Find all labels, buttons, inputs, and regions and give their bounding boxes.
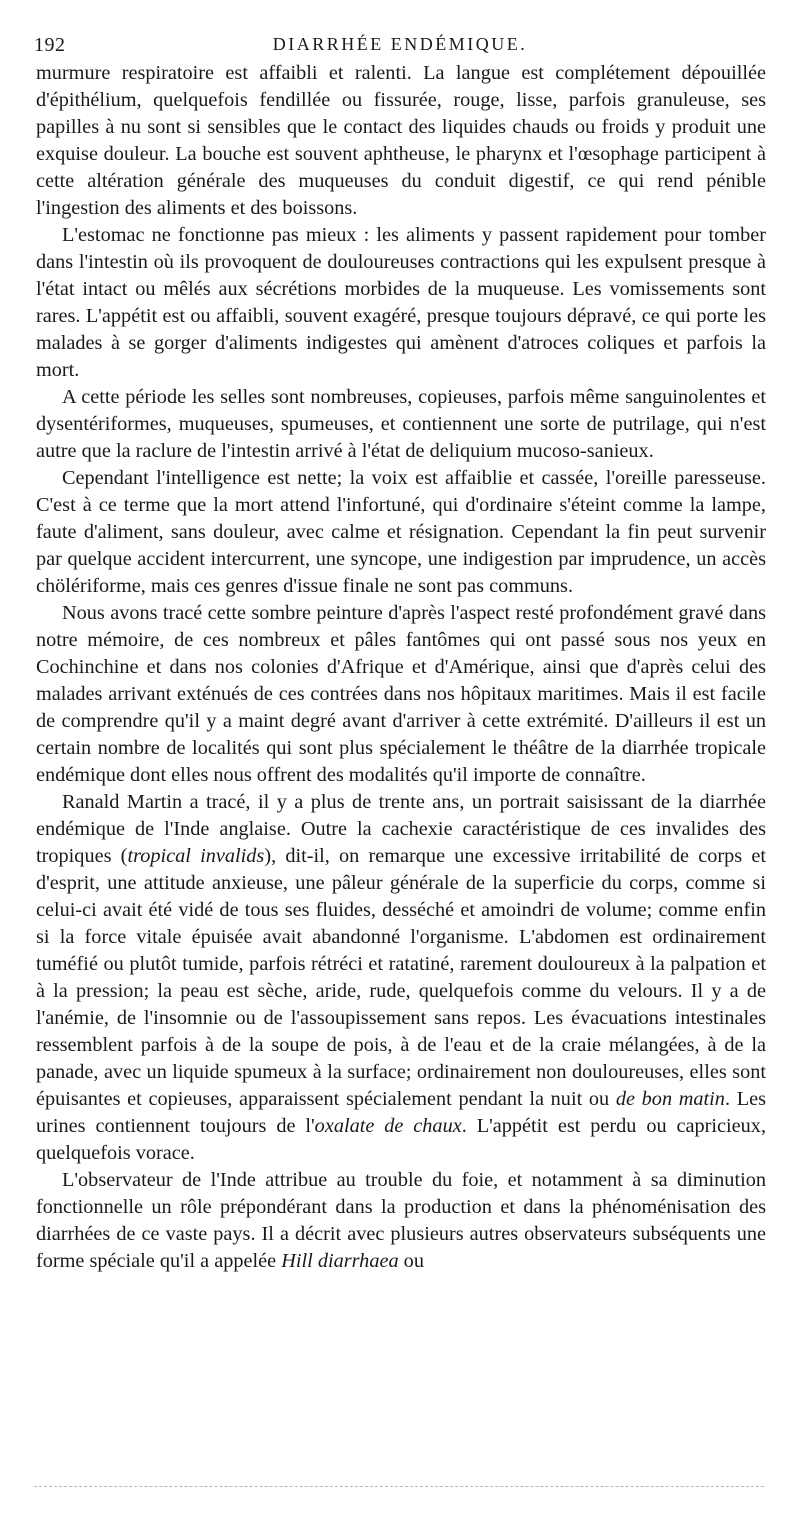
running-head: DIARRHÉE ENDÉMIQUE. [272, 34, 528, 54]
text-run: L'estomac ne fonctionne pas mieux : les aliments y passent rapidement pour tomber dans l'intestin où ils provoquent de douloureuses contractions qui les expulsent presque à l'état intact ou mêlés aux sécrétions morbides de la muqueuse. Les vomissements sont rares. L'appétit est ou affaibli, souvent exagéré, presque toujours dépravé, ce qui porte les malades à se gorger d'aliments indigestes qui amènent d'atroces coliques et parfois la mort. [36, 224, 766, 381]
paragraph [36, 465, 766, 600]
body-text [36, 60, 766, 1275]
italic-text: de bon matin [615, 1088, 725, 1110]
text-run: Cependant l'intelligence est nette; la voix est affaiblie et cassée, l'oreille paresseuse. C'est à ce terme que la mort attend l'infortuné, qui d'ordinaire s'éteint comme la lampe, faute d'aliment, sans douleur, avec calme et résignation. Cependant la fin peut survenir par quelque accident intercurrent, une syncope, une indigestion par imprudence, un accès chölériforme, mais ces genres d'issue finale ne sont pas communs. [36, 467, 766, 597]
italic-text: tropical invalids [127, 845, 265, 867]
paragraph [36, 222, 766, 384]
text-run: . L'appétit est perdu ou capricieux, quelquefois vorace. [36, 1115, 767, 1164]
paragraph [36, 60, 766, 222]
text-run: ou [398, 1250, 424, 1272]
page-header [34, 34, 766, 60]
paragraph [36, 384, 766, 465]
footer-dotted-rule [34, 1486, 764, 1487]
text-run: Ranald Martin a tracé, il y a plus de trente ans, un portrait saisissant de la diarrhée endémique de l'Inde anglaise. Outre la cachexie caractéristique de ces invalides des tropiques ( [36, 791, 766, 867]
text-run: Nous avons tracé cette sombre peinture d'après l'aspect resté profondément gravé dans notre mémoire, de ces nombreux et pâles fantômes qui ont passé sous nos yeux en Cochinchine et dans nos colonies d'Afrique et d'Amérique, ainsi que d'après celui des malades arrivant exténués de ces contrées dans nos hôpitaux maritimes. Mais il est facile de comprendre qu'il y a maint degré avant d'arriver à cette extrémité. D'ailleurs il est un certain nombre de localités qui sont plus spécialement le théâtre de la diarrhée tropicale endémique dont elles nous offrent des modalités qu'il importe de connaître. [36, 602, 766, 786]
text-run: A cette période les selles sont nombreuses, copieuses, parfois même sanguinolentes et dysentériformes, muqueuses, spumeuses, et contiennent une sorte de putrilage, qui n'est autre que la raclure de l'intestin arrivé à l'état de deliquium mucoso-sanieux. [36, 386, 766, 462]
text-run: L'observateur de l'Inde attribue au trouble du foie, et notamment à sa diminution fonctionnelle un rôle prépondérant dans la production et dans la phénoménisation des diarrhées de ce vaste pays. Il a décrit avec plusieurs autres observateurs subséquents une forme spéciale qu'il a appelée [36, 1169, 766, 1272]
italic-text: Hill diarrhaea [281, 1250, 399, 1272]
text-run: ), dit-il, on remarque une excessive irritabilité de corps et d'esprit, une attitude anxieuse, une pâleur générale de la superficie du corps, comme si celui-ci avait été vidé de tous ses fluides, desséché et amoindri de volume; comme enfin si la force vitale épuisée avait abandonné l'organisme. L'abdomen est ordinairement tuméfié ou plutôt tumide, parfois rétréci et ratatiné, rarement douloureux à la palpation et à la pression; la peau est sèche, aride, rude, quelquefois comme du velours. Il y a de l'anémie, de l'insomnie ou de l'assoupissement sans repos. Les évacuations intestinales ressemblent parfois à de la soupe de pois, à de l'eau et de la craie mélangées, à de la panade, avec un liquide spumeux à la surface; ordinairement non douloureuses, elles sont épuisantes et copieuses, apparaissent spécialement pendant la nuit ou [36, 845, 767, 1110]
text-run: murmure respiratoire est affaibli et ralenti. La langue est complétement dépouillée d'épithélium, quelquefois fendillée ou fissurée, rouge, lisse, parfois granuleuse, ses papilles à nu sont si sensibles que le contact des liquides chauds ou froids y produit une exquise douleur. La bouche est souvent aphtheuse, le pharynx et l'œsophage participent à cette altération générale des muqueuses du conduit digestif, ce qui rend pénible l'ingestion des aliments et des boissons. [36, 62, 766, 219]
italic-text: oxalate de chaux [314, 1115, 462, 1137]
page-number: 192 [34, 34, 66, 56]
text-run: . Les urines contiennent toujours de l' [36, 1088, 766, 1137]
paragraph [36, 1167, 766, 1275]
paragraph [36, 789, 766, 1167]
paragraph [36, 600, 766, 789]
